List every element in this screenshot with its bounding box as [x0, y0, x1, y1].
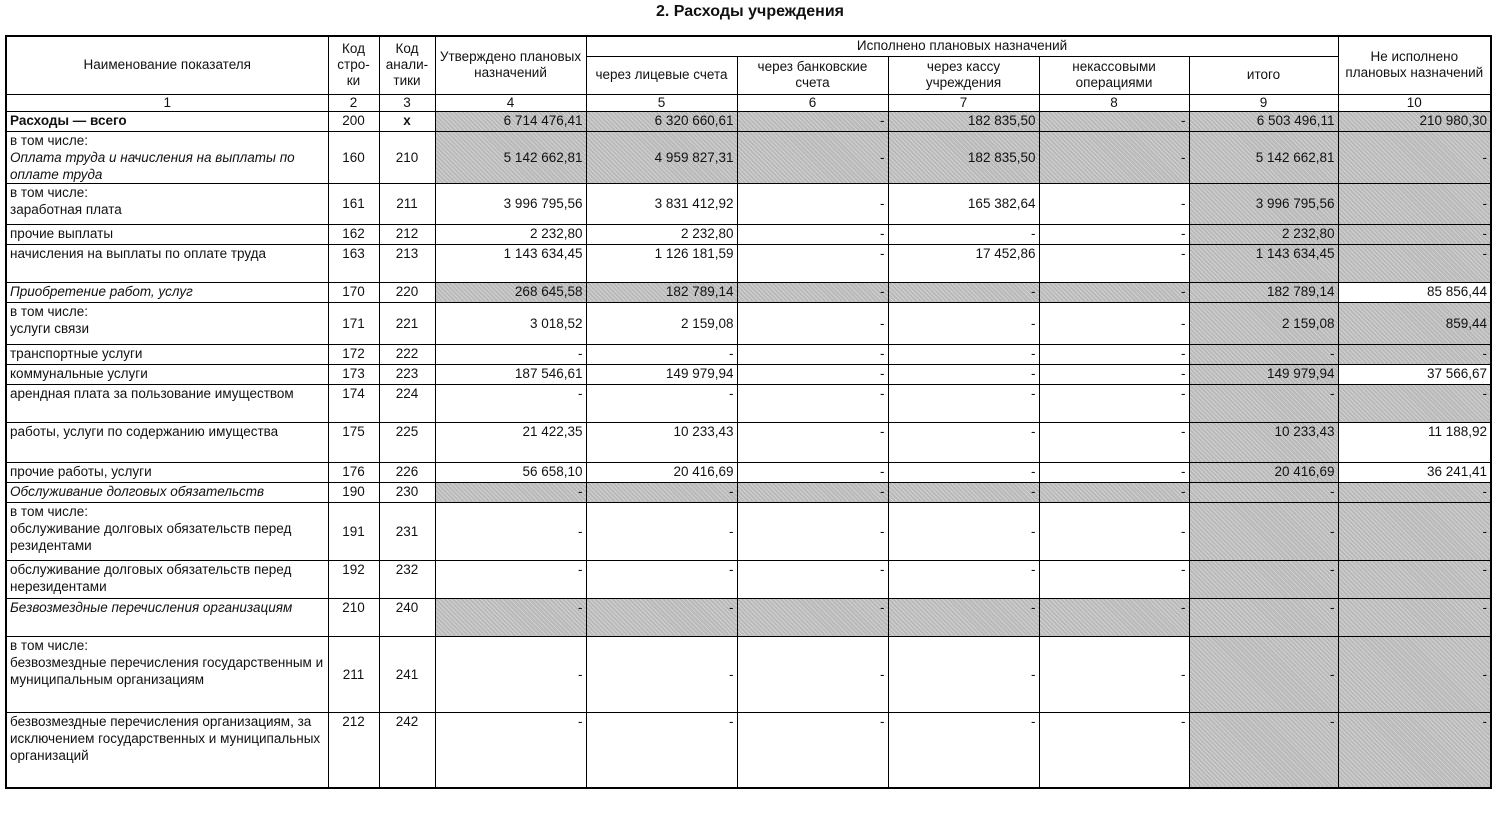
row-analytics-code: 240: [379, 598, 435, 636]
value-cell-col-9: 6 503 496,11: [1189, 111, 1338, 131]
row-code: 162: [328, 224, 379, 244]
row-analytics-code: 221: [379, 302, 435, 344]
col-num-2: 2: [328, 94, 379, 111]
row-name: [6, 712, 328, 788]
row-code: 161: [328, 183, 379, 224]
value-cell-col-8: -: [1039, 422, 1189, 462]
value-cell-col-9: -: [1189, 598, 1338, 636]
value-cell-col-9: 182 789,14: [1189, 282, 1338, 302]
value-cell-col-5: 3 831 412,92: [586, 183, 737, 224]
row-label: прочие выплаты: [10, 225, 114, 241]
row-code: 171: [328, 302, 379, 344]
value-cell-col-6: -: [737, 712, 888, 788]
table-row: [6, 282, 1491, 302]
value-cell-col-4: 2 232,80: [435, 224, 586, 244]
table-row: [6, 364, 1491, 384]
value-cell-col-7: 165 382,64: [888, 183, 1039, 224]
value-cell-col-6: -: [737, 111, 888, 131]
row-name: [6, 111, 328, 131]
row-code: 211: [328, 636, 379, 712]
value-cell-col-4: 3 996 795,56: [435, 183, 586, 224]
value-cell-col-9: 2 232,80: [1189, 224, 1338, 244]
value-cell-col-6: -: [737, 244, 888, 282]
table-row: [6, 502, 1491, 560]
value-cell-col-5: 6 320 660,61: [586, 111, 737, 131]
col-num-9: 9: [1189, 94, 1338, 111]
row-label: Обслуживание долговых обязательств: [10, 483, 265, 499]
value-cell-col-7: -: [888, 482, 1039, 502]
table-row: [6, 244, 1491, 282]
row-label: в том числе:: [10, 184, 88, 200]
row-analytics-code: 223: [379, 364, 435, 384]
value-cell-col-8: -: [1039, 482, 1189, 502]
value-cell-col-4: 187 546,61: [435, 364, 586, 384]
row-name: [6, 344, 328, 364]
value-cell-col-4: -: [435, 482, 586, 502]
header-code-analytics: Код анали-тики: [379, 36, 435, 94]
header-via-personal: через лицевые счета: [586, 56, 737, 94]
row-name: [6, 502, 328, 560]
value-cell-col-4: -: [435, 384, 586, 422]
value-cell-col-8: -: [1039, 364, 1189, 384]
value-cell-col-9: -: [1189, 636, 1338, 712]
table-row: [6, 384, 1491, 422]
value-cell-col-6: -: [737, 364, 888, 384]
value-cell-col-10: -: [1338, 384, 1491, 422]
row-code: 172: [328, 344, 379, 364]
value-cell-col-5: 1 126 181,59: [586, 244, 737, 282]
row-name: [6, 482, 328, 502]
row-label: в том числе:: [10, 303, 88, 319]
table-row: [6, 462, 1491, 482]
value-cell-col-5: -: [586, 482, 737, 502]
row-name: [6, 244, 328, 282]
row-code: 191: [328, 502, 379, 560]
value-cell-col-5: -: [586, 344, 737, 364]
value-cell-col-6: -: [737, 131, 888, 183]
value-cell-col-9: 2 159,08: [1189, 302, 1338, 344]
value-cell-col-8: -: [1039, 111, 1189, 131]
value-cell-col-4: 6 714 476,41: [435, 111, 586, 131]
row-analytics-code: 220: [379, 282, 435, 302]
header-noncash: некассовыми операциями: [1039, 56, 1189, 94]
row-code: 173: [328, 364, 379, 384]
value-cell-col-6: -: [737, 183, 888, 224]
value-cell-col-8: -: [1039, 224, 1189, 244]
row-label: Приобретение работ, услуг: [10, 283, 193, 299]
row-label: начисления на выплаты по оплате труда: [10, 245, 267, 261]
row-code: 200: [328, 111, 379, 131]
value-cell-col-8: -: [1039, 131, 1189, 183]
expenses-table: [5, 35, 1492, 789]
value-cell-col-6: -: [737, 598, 888, 636]
table-row: [6, 131, 1491, 183]
row-label: в том числе:: [10, 637, 88, 653]
row-label: безвозмездные перечисления организациям, за исключением государственных и муниципальных организаций: [10, 713, 321, 763]
row-code: 174: [328, 384, 379, 422]
value-cell-col-10: -: [1338, 636, 1491, 712]
value-cell-col-5: -: [586, 598, 737, 636]
value-cell-col-6: -: [737, 462, 888, 482]
value-cell-col-9: 5 142 662,81: [1189, 131, 1338, 183]
header-via-cash: через кассу учреждения: [888, 56, 1039, 94]
value-cell-col-5: -: [586, 560, 737, 598]
value-cell-col-5: 20 416,69: [586, 462, 737, 482]
row-label: транспортные услуги: [10, 345, 143, 361]
value-cell-col-10: -: [1338, 344, 1491, 364]
row-sublabel: безвозмездные перечисления государственным и муниципальным организациям: [10, 654, 324, 687]
table-row: [6, 224, 1491, 244]
value-cell-col-4: 5 142 662,81: [435, 131, 586, 183]
value-cell-col-10: 85 856,44: [1338, 282, 1491, 302]
value-cell-col-10: -: [1338, 482, 1491, 502]
table-row: [6, 422, 1491, 462]
value-cell-col-10: 36 241,41: [1338, 462, 1491, 482]
value-cell-col-4: -: [435, 712, 586, 788]
col-num-1: 1: [6, 94, 328, 111]
value-cell-col-10: -: [1338, 244, 1491, 282]
row-sublabel: услуги связи: [10, 320, 90, 336]
value-cell-col-9: 3 996 795,56: [1189, 183, 1338, 224]
table-row: [6, 712, 1491, 788]
table-row: [6, 302, 1491, 344]
header-total: итого: [1189, 56, 1338, 94]
row-code: 163: [328, 244, 379, 282]
value-cell-col-7: -: [888, 422, 1039, 462]
value-cell-col-5: -: [586, 502, 737, 560]
value-cell-col-7: -: [888, 384, 1039, 422]
value-cell-col-10: 37 566,67: [1338, 364, 1491, 384]
value-cell-col-9: -: [1189, 712, 1338, 788]
value-cell-col-10: 210 980,30: [1338, 111, 1491, 131]
col-num-7: 7: [888, 94, 1039, 111]
row-name: [6, 384, 328, 422]
value-cell-col-7: -: [888, 302, 1039, 344]
row-label: обслуживание долговых обязательств перед нерезидентами: [10, 561, 292, 594]
row-analytics-code: 213: [379, 244, 435, 282]
value-cell-col-4: -: [435, 502, 586, 560]
value-cell-col-10: -: [1338, 131, 1491, 183]
col-num-3: 3: [379, 94, 435, 111]
value-cell-col-7: -: [888, 502, 1039, 560]
value-cell-col-6: -: [737, 636, 888, 712]
row-name: [6, 422, 328, 462]
row-name: [6, 598, 328, 636]
row-code: 190: [328, 482, 379, 502]
value-cell-col-9: -: [1189, 560, 1338, 598]
row-analytics-code: 211: [379, 183, 435, 224]
row-label: работы, услуги по содержанию имущества: [10, 423, 279, 439]
table-row: [6, 598, 1491, 636]
value-cell-col-8: -: [1039, 183, 1189, 224]
value-cell-col-6: -: [737, 502, 888, 560]
col-num-10: 10: [1338, 94, 1491, 111]
row-label: Расходы — всего: [10, 112, 127, 128]
row-analytics-code: 242: [379, 712, 435, 788]
row-name: [6, 131, 328, 183]
header-approved: Утверждено плановых назначений: [435, 36, 586, 94]
value-cell-col-8: -: [1039, 344, 1189, 364]
row-analytics-code: 210: [379, 131, 435, 183]
col-num-5: 5: [586, 94, 737, 111]
value-cell-col-4: -: [435, 344, 586, 364]
row-code: 192: [328, 560, 379, 598]
value-cell-col-6: -: [737, 224, 888, 244]
row-code: 210: [328, 598, 379, 636]
table-row: [6, 482, 1491, 502]
row-analytics-code: 241: [379, 636, 435, 712]
row-name: [6, 636, 328, 712]
col-num-8: 8: [1039, 94, 1189, 111]
value-cell-col-7: -: [888, 712, 1039, 788]
value-cell-col-9: 10 233,43: [1189, 422, 1338, 462]
value-cell-col-8: -: [1039, 384, 1189, 422]
row-name: [6, 282, 328, 302]
value-cell-col-9: 20 416,69: [1189, 462, 1338, 482]
header-code-row: Код стро-ки: [328, 36, 379, 94]
row-name: [6, 224, 328, 244]
value-cell-col-10: 859,44: [1338, 302, 1491, 344]
value-cell-col-7: -: [888, 598, 1039, 636]
row-code: 175: [328, 422, 379, 462]
value-cell-col-5: -: [586, 384, 737, 422]
value-cell-col-8: -: [1039, 636, 1189, 712]
value-cell-col-7: 182 835,50: [888, 111, 1039, 131]
value-cell-col-5: 2 232,80: [586, 224, 737, 244]
row-code: 212: [328, 712, 379, 788]
value-cell-col-5: -: [586, 636, 737, 712]
value-cell-col-5: 182 789,14: [586, 282, 737, 302]
row-label: Безвозмездные перечисления организациям: [10, 599, 293, 615]
value-cell-col-8: -: [1039, 598, 1189, 636]
value-cell-col-4: 56 658,10: [435, 462, 586, 482]
row-analytics-code: 212: [379, 224, 435, 244]
row-analytics-code: 230: [379, 482, 435, 502]
value-cell-col-4: -: [435, 598, 586, 636]
value-cell-col-7: -: [888, 636, 1039, 712]
value-cell-col-8: -: [1039, 244, 1189, 282]
header-name: Наименование показателя: [6, 36, 328, 94]
value-cell-col-9: 1 143 634,45: [1189, 244, 1338, 282]
row-analytics-code: 231: [379, 502, 435, 560]
value-cell-col-4: 268 645,58: [435, 282, 586, 302]
header-executed-group: Исполнено плановых назначений: [586, 36, 1338, 56]
value-cell-col-7: -: [888, 560, 1039, 598]
value-cell-col-10: -: [1338, 712, 1491, 788]
row-label: в том числе:: [10, 132, 88, 148]
value-cell-col-7: -: [888, 364, 1039, 384]
row-name: [6, 364, 328, 384]
row-name: [6, 560, 328, 598]
row-analytics-code: x: [379, 111, 435, 131]
value-cell-col-4: 1 143 634,45: [435, 244, 586, 282]
value-cell-col-10: -: [1338, 598, 1491, 636]
header-via-bank: через банковские счета: [737, 56, 888, 94]
value-cell-col-4: 21 422,35: [435, 422, 586, 462]
value-cell-col-10: -: [1338, 560, 1491, 598]
value-cell-col-4: -: [435, 636, 586, 712]
table-row: [6, 636, 1491, 712]
row-analytics-code: 222: [379, 344, 435, 364]
row-analytics-code: 224: [379, 384, 435, 422]
table-row: [6, 560, 1491, 598]
row-label: коммунальные услуги: [10, 365, 148, 381]
row-sublabel: Оплата труда и начисления на выплаты по оплате труда: [10, 149, 295, 182]
value-cell-col-7: 182 835,50: [888, 131, 1039, 183]
row-analytics-code: 232: [379, 560, 435, 598]
value-cell-col-6: -: [737, 282, 888, 302]
value-cell-col-6: -: [737, 384, 888, 422]
value-cell-col-8: -: [1039, 502, 1189, 560]
value-cell-col-6: -: [737, 560, 888, 598]
value-cell-col-10: -: [1338, 224, 1491, 244]
table-row: [6, 111, 1491, 131]
value-cell-col-9: 149 979,94: [1189, 364, 1338, 384]
value-cell-col-6: -: [737, 302, 888, 344]
row-sublabel: обслуживание долговых обязательств перед резидентами: [10, 520, 292, 553]
value-cell-col-4: -: [435, 560, 586, 598]
row-sublabel: заработная плата: [10, 201, 122, 217]
value-cell-col-5: 10 233,43: [586, 422, 737, 462]
table-row: [6, 183, 1491, 224]
value-cell-col-6: -: [737, 482, 888, 502]
row-analytics-code: 225: [379, 422, 435, 462]
row-name: [6, 183, 328, 224]
value-cell-col-8: -: [1039, 712, 1189, 788]
value-cell-col-5: -: [586, 712, 737, 788]
table-body: [6, 111, 1491, 788]
value-cell-col-5: 149 979,94: [586, 364, 737, 384]
section-title: 2. Расходы учреждения: [655, 3, 845, 20]
value-cell-col-7: 17 452,86: [888, 244, 1039, 282]
row-name: [6, 302, 328, 344]
value-cell-col-4: 3 018,52: [435, 302, 586, 344]
value-cell-col-8: -: [1039, 560, 1189, 598]
value-cell-col-8: -: [1039, 302, 1189, 344]
value-cell-col-5: 4 959 827,31: [586, 131, 737, 183]
col-num-6: 6: [737, 94, 888, 111]
value-cell-col-9: -: [1189, 384, 1338, 422]
value-cell-col-10: -: [1338, 183, 1491, 224]
value-cell-col-10: 11 188,92: [1338, 422, 1491, 462]
col-num-4: 4: [435, 94, 586, 111]
header-not-executed: Не исполнено плановых назначений: [1338, 36, 1491, 94]
value-cell-col-7: -: [888, 462, 1039, 482]
row-name: [6, 462, 328, 482]
value-cell-col-9: -: [1189, 344, 1338, 364]
row-label: в том числе:: [10, 503, 88, 519]
value-cell-col-8: -: [1039, 462, 1189, 482]
table-header: [6, 36, 1491, 111]
row-code: 176: [328, 462, 379, 482]
value-cell-col-6: -: [737, 422, 888, 462]
value-cell-col-7: -: [888, 282, 1039, 302]
row-analytics-code: 226: [379, 462, 435, 482]
value-cell-col-5: 2 159,08: [586, 302, 737, 344]
value-cell-col-7: -: [888, 224, 1039, 244]
value-cell-col-10: -: [1338, 502, 1491, 560]
value-cell-col-6: -: [737, 344, 888, 364]
value-cell-col-9: -: [1189, 482, 1338, 502]
value-cell-col-8: -: [1039, 282, 1189, 302]
row-code: 160: [328, 131, 379, 183]
table-row: [6, 344, 1491, 364]
row-label: арендная плата за пользование имуществом: [10, 385, 294, 401]
value-cell-col-9: -: [1189, 502, 1338, 560]
row-label: прочие работы, услуги: [10, 463, 152, 479]
value-cell-col-7: -: [888, 344, 1039, 364]
row-code: 170: [328, 282, 379, 302]
